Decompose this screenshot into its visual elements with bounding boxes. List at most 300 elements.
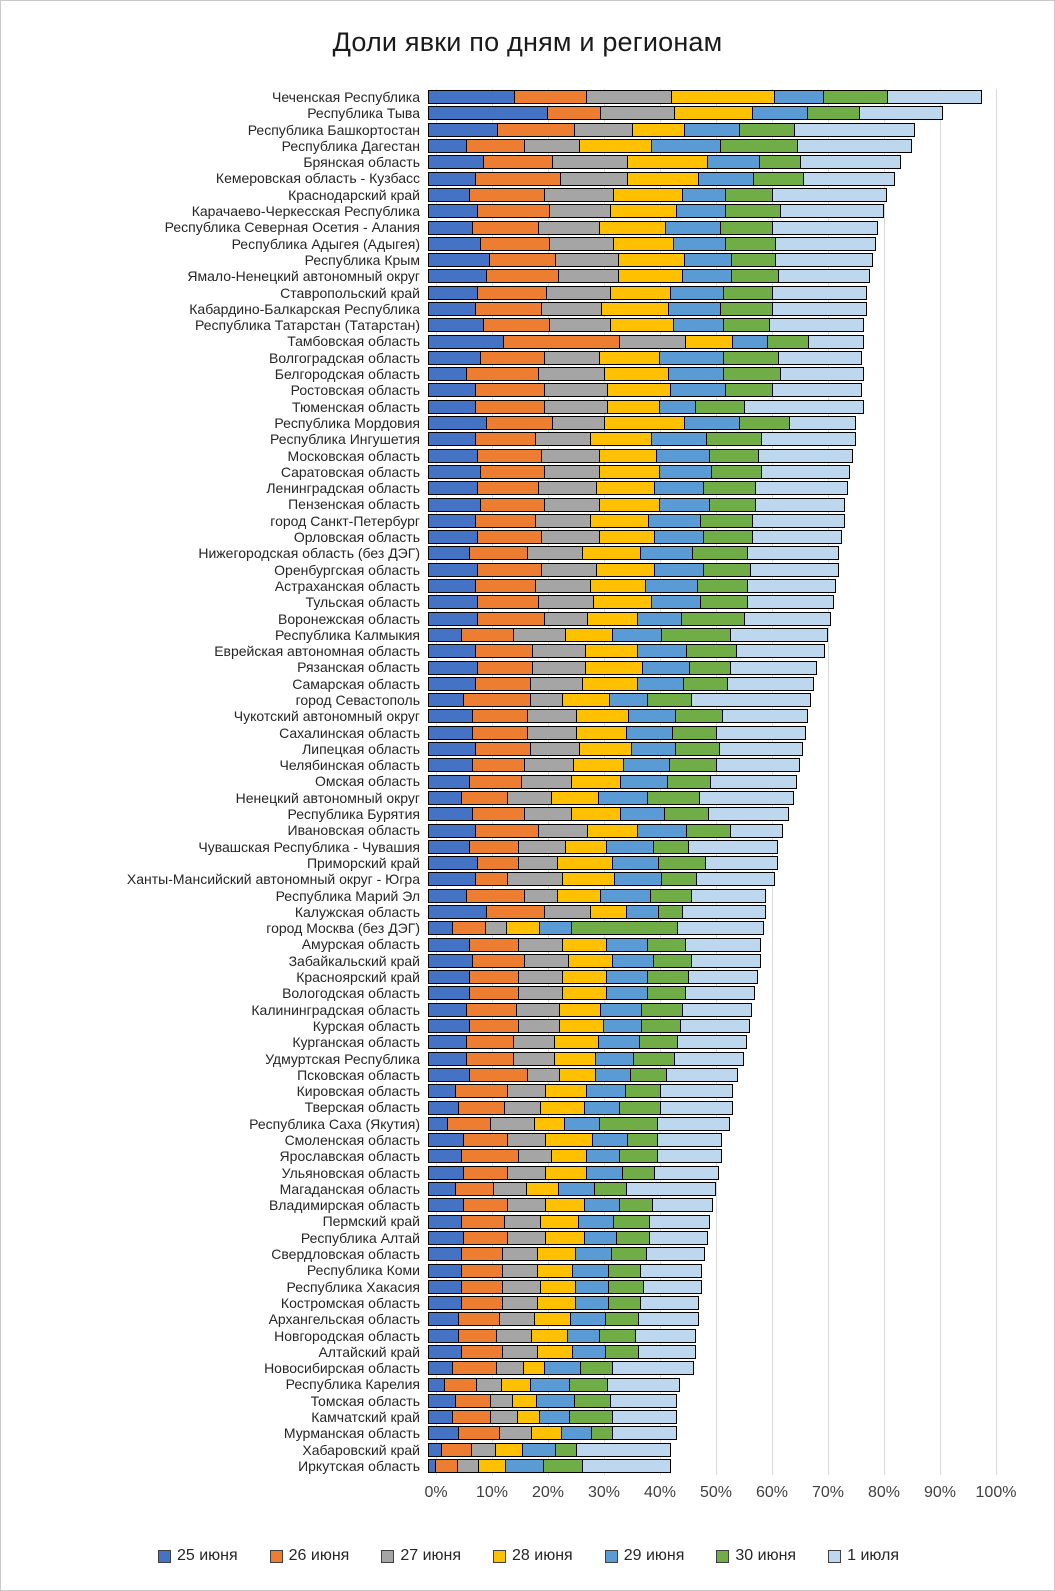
bar-segment [703,481,756,495]
bar-segment [477,563,541,577]
bar-segment [671,90,775,104]
bar-row [1,1099,1055,1115]
bar-segment [562,693,610,707]
bar-segment [623,758,671,772]
bar-segment [518,1149,552,1163]
bar-row [1,1230,1055,1246]
bar-segment [428,824,476,838]
bar-segment [428,1264,462,1278]
bar-segment [673,237,726,251]
bar-stack [428,970,758,984]
category-label: Саратовская область [280,463,420,480]
bar-segment [582,546,641,560]
bar-segment [551,791,599,805]
bar-segment [428,1296,462,1310]
bar-segment [535,514,591,528]
bar-stack [428,1149,722,1163]
bar-segment [486,416,553,430]
bar-segment [477,661,533,675]
bar-segment [651,595,701,609]
legend-label: 29 июня [623,1547,685,1564]
bar-stack [428,742,803,756]
bar-segment [613,237,675,251]
bar-segment [658,856,706,870]
bar-segment [428,1410,453,1424]
bar-segment [527,709,577,723]
category-label: Республика Башкортостан [247,121,420,138]
category-label: Тверская область [304,1099,420,1116]
bar-segment [469,775,522,789]
bar-segment [709,449,759,463]
bar-segment [620,775,668,789]
bar-stack [428,1215,710,1229]
bar-segment [649,1231,708,1245]
bar-stack [428,840,778,854]
bar-segment [730,628,828,642]
bar-segment [472,954,525,968]
bar-segment [428,172,476,186]
bar-segment [428,546,470,560]
bar-row [1,105,1055,121]
bar-segment [428,726,473,740]
bar-row [1,545,1055,561]
bar-segment [501,1378,532,1392]
bar-segment [469,188,545,202]
category-label: Ямало-Ненецкий автономный округ [187,268,420,285]
bar-segment [544,383,608,397]
legend-swatch [158,1550,171,1563]
bar-row [1,1458,1055,1474]
category-label: Ярославская область [279,1148,420,1165]
bar-segment [562,970,607,984]
bar-row [1,382,1055,398]
bar-segment [682,188,727,202]
bar-segment [428,1084,456,1098]
bar-row [1,708,1055,724]
bar-segment [527,1068,561,1082]
bar-segment [466,139,525,153]
legend-item [158,1547,238,1565]
bar-segment [595,1052,634,1066]
bar-segment [720,221,773,235]
bar-segment [622,1166,656,1180]
bar-stack [428,335,864,349]
bar-stack [428,1231,708,1245]
bar-segment [513,1052,555,1066]
bar-segment [466,889,525,903]
bar-stack [428,905,766,919]
bar-segment [612,856,660,870]
category-label: Республика Саха (Якутия) [249,1115,420,1132]
bar-row [1,1067,1055,1083]
bar-segment [541,302,603,316]
bar-row [1,1311,1055,1327]
bar-row [1,317,1055,333]
bar-segment [428,432,476,446]
bar-segment [458,1426,500,1440]
bar-segment [475,644,534,658]
legend-label: 1 июля [847,1547,900,1564]
bar-segment [518,986,563,1000]
bar-segment [428,286,478,300]
bar-segment [660,1084,733,1098]
bar-segment [684,416,740,430]
bar-segment [887,90,982,104]
bar-stack [428,677,814,691]
bar-segment [730,661,817,675]
bar-segment [576,726,626,740]
bar-segment [599,449,658,463]
bar-segment [475,677,531,691]
bar-stack [428,416,856,430]
bar-segment [505,1459,544,1473]
bar-segment [483,318,550,332]
bar-segment [797,139,912,153]
bar-segment [632,123,685,137]
bar-segment [607,1378,680,1392]
bar-segment [725,188,773,202]
bar-segment [496,1329,532,1343]
bar-segment [607,383,671,397]
bar-segment [603,1019,642,1033]
bar-segment [452,921,486,935]
category-label: Еврейская автономная область [214,643,420,660]
bar-segment [538,595,594,609]
bar-stack [428,644,825,658]
bar-row [1,1344,1055,1360]
bar-segment [648,514,701,528]
bar-stack [428,775,797,789]
category-label: Новосибирская область [264,1360,420,1377]
bar-stack [428,530,842,544]
bar-segment [558,269,620,283]
bar-segment [739,123,795,137]
category-label: Ленинградская область [266,480,420,497]
bar-segment [637,612,682,626]
bar-segment [612,1426,676,1440]
bar-row [1,1002,1055,1018]
bar-segment [428,221,473,235]
bar-row [1,219,1055,235]
bar-segment [428,188,470,202]
legend [1,1547,1055,1565]
category-label: Кировская область [296,1083,420,1100]
bar-row [1,822,1055,838]
bar-segment [635,1329,697,1343]
bar-segment [549,237,613,251]
bar-segment [475,824,539,838]
legend-label: 30 июня [735,1547,797,1564]
bar-segment [778,351,862,365]
category-label: Кабардино-Балкарская Республика [189,300,420,317]
bar-segment [475,383,545,397]
bar-segment [458,1329,497,1343]
category-label: Кемеровская область - Кузбасс [215,170,420,187]
bar-row [1,1393,1055,1409]
bar-stack [428,188,887,202]
bar-stack [428,400,864,414]
bar-segment [586,1084,625,1098]
bar-segment [618,269,682,283]
category-label: Архангельская область [268,1311,420,1328]
bar-segment [630,1068,666,1082]
bar-segment [732,335,768,349]
bar-stack [428,1101,733,1115]
bar-segment [706,432,762,446]
bar-row [1,659,1055,675]
bar-segment [647,938,686,952]
legend-swatch [605,1550,618,1563]
bar-segment [524,758,574,772]
bar-segment [524,889,558,903]
bar-segment [428,1182,456,1196]
bar-segment [669,758,717,772]
category-label: Хабаровский край [302,1441,420,1458]
category-label: Вологодская область [282,985,420,1002]
bar-stack [428,1084,733,1098]
bar-segment [680,1019,750,1033]
bar-segment [761,432,856,446]
bar-segment [570,1312,606,1326]
bar-segment [538,481,597,495]
bar-segment [803,172,895,186]
bar-segment [428,123,498,137]
bar-segment [428,367,467,381]
bar-segment [707,155,760,169]
bar-segment [658,905,683,919]
category-label: Оренбургская область [274,561,420,578]
bar-segment [428,237,481,251]
bar-segment [823,90,887,104]
bar-segment [480,351,544,365]
bar-segment [554,1052,596,1066]
bar-segment [608,1296,642,1310]
legend-label: 27 июня [400,1547,462,1564]
legend-item [828,1547,899,1565]
bar-stack [428,661,817,675]
bar-segment [652,1198,714,1212]
bar-segment [631,742,676,756]
bar-segment [571,775,621,789]
bar-segment [428,1345,462,1359]
bar-segment [539,921,573,935]
bar-segment [682,269,732,283]
bar-row [1,513,1055,529]
bar-segment [579,139,652,153]
bar-segment [541,563,597,577]
bar-stack [428,383,862,397]
bar-segment [428,530,478,544]
bar-row [1,448,1055,464]
bar-segment [428,938,470,952]
bar-segment [640,1264,702,1278]
bar-segment [428,204,478,218]
bar-segment [518,970,563,984]
x-tick-label: 60% [755,1484,789,1501]
bar-row [1,1213,1055,1229]
bar-segment [530,1378,569,1392]
category-label: Костромская область [280,1294,420,1311]
bar-segment [455,1394,491,1408]
bar-row [1,1051,1055,1067]
bar-row [1,1018,1055,1034]
bar-segment [590,432,652,446]
bar-stack [428,1312,699,1326]
bar-segment [752,530,842,544]
bar-segment [428,1378,445,1392]
bar-row [1,594,1055,610]
bar-segment [578,1215,614,1229]
bar-segment [661,628,731,642]
bar-row [1,757,1055,773]
bar-segment [780,204,884,218]
bar-segment [534,1117,565,1131]
bar-segment [477,204,550,218]
legend-swatch [828,1550,841,1563]
bar-row [1,920,1055,936]
bar-segment [755,481,847,495]
bar-segment [775,237,876,251]
bar-segment [461,1247,503,1261]
bar-row [1,170,1055,186]
category-label: Ставропольский край [280,284,420,301]
bar-rows [1,89,1055,1474]
bar-row [1,741,1055,757]
bar-segment [808,335,864,349]
bar-segment [761,465,851,479]
bar-segment [489,253,556,267]
bar-segment [522,1443,556,1457]
bar-segment [544,612,589,626]
bar-segment [723,351,779,365]
bar-segment [772,188,887,202]
bar-segment [710,775,797,789]
bar-segment [428,1198,464,1212]
category-label: Амурская область [301,936,420,953]
bar-segment [659,351,723,365]
bar-segment [637,677,685,691]
bar-segment [720,302,773,316]
bar-segment [507,1166,546,1180]
bar-segment [428,1149,462,1163]
bar-segment [647,693,692,707]
category-label: Чувашская Республика - Чувашия [198,838,420,855]
bar-segment [565,840,607,854]
bar-segment [685,938,761,952]
bar-segment [472,758,525,772]
bar-segment [478,1459,506,1473]
bar-stack [428,1019,750,1033]
bar-segment [428,1019,470,1033]
bar-segment [552,155,628,169]
legend-swatch [270,1550,283,1563]
legend-swatch [493,1550,506,1563]
bar-segment [541,449,600,463]
bar-segment [564,1117,600,1131]
bar-segment [586,1166,622,1180]
category-label: Республика Марий Эл [275,887,420,904]
category-label: Тульская область [305,594,420,611]
bar-segment [670,286,723,300]
bar-segment [531,1329,567,1343]
bar-segment [800,155,901,169]
category-label: Республика Мордовия [274,414,420,431]
bar-row [1,1083,1055,1099]
bar-segment [455,1182,494,1196]
bar-segment [466,367,539,381]
bar-stack [428,204,884,218]
bar-segment [540,1280,576,1294]
bar-stack [428,172,895,186]
category-label: Ульяновская область [281,1164,420,1181]
bar-segment [490,1410,518,1424]
bar-stack [428,318,864,332]
bar-segment [666,1068,739,1082]
bar-segment [518,938,563,952]
bar-segment [653,840,689,854]
bar-row [1,692,1055,708]
bar-segment [463,1166,508,1180]
bar-segment [461,791,509,805]
bar-stack [428,921,764,935]
bar-segment [752,514,844,528]
bar-segment [720,139,798,153]
bar-segment [475,302,542,316]
bar-segment [604,416,685,430]
bar-segment [585,644,638,658]
bar-segment [700,514,753,528]
bar-segment [428,481,478,495]
bar-segment [531,1426,562,1440]
bar-segment [559,1019,604,1033]
bar-segment [559,1003,601,1017]
bar-segment [587,612,637,626]
bar-segment [527,726,577,740]
bar-segment [562,938,607,952]
category-label: Приморский край [306,854,420,871]
bar-segment [606,986,648,1000]
legend-label: 28 июня [512,1547,573,1564]
bar-segment [544,905,592,919]
bar-segment [428,383,476,397]
bar-segment [610,318,674,332]
bar-row [1,138,1055,154]
bar-segment [619,1149,658,1163]
bar-stack [428,481,848,495]
bar-segment [507,872,563,886]
bar-segment [596,563,655,577]
bar-segment [682,1003,752,1017]
bar-row [1,301,1055,317]
bar-segment [668,367,724,381]
bar-stack [428,1443,671,1457]
bar-row [1,366,1055,382]
bar-segment [593,595,652,609]
bar-segment [608,1264,642,1278]
bar-row [1,1262,1055,1278]
bar-row [1,399,1055,415]
bar-row [1,480,1055,496]
bar-segment [539,1410,570,1424]
x-tick-label: 0% [424,1484,448,1501]
bar-segment [428,155,484,169]
bar-segment [428,1247,462,1261]
bar-segment [612,628,662,642]
category-label: Калужская область [294,903,420,920]
bar-segment [544,465,600,479]
bar-segment [584,1231,618,1245]
bar-segment [507,791,552,805]
